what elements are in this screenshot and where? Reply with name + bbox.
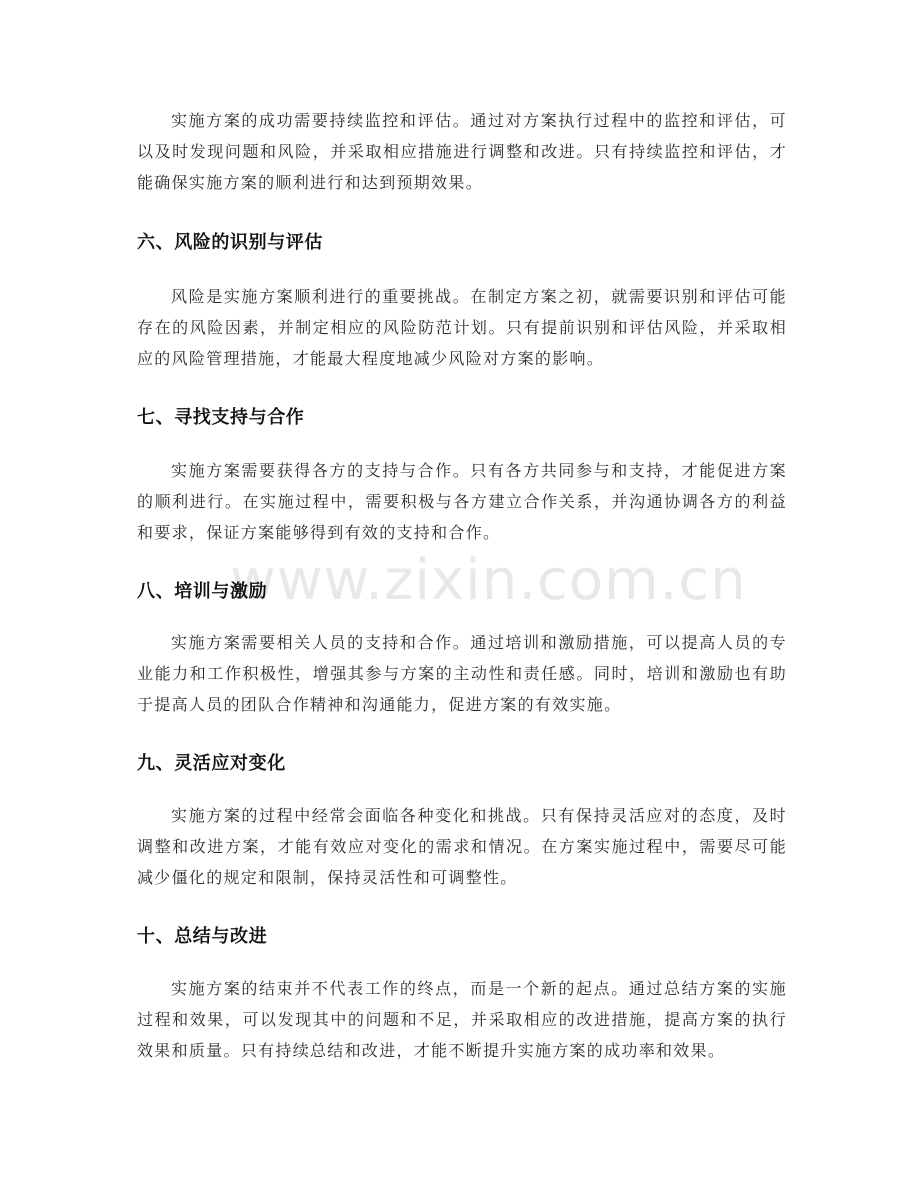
- intro-block: [137, 105, 787, 198]
- section-6-body-block: [137, 281, 787, 374]
- section-7-body-block: [137, 455, 787, 548]
- watermark-text: www.zixin.com.cn: [230, 548, 747, 613]
- section-9-body-block: [137, 800, 787, 893]
- section-6-heading-block: [137, 230, 787, 256]
- section-9-heading-block: [137, 751, 787, 777]
- section-heading: 十、总结与改进: [137, 926, 268, 947]
- section-paragraph: 实施方案的过程中经常会面临各种变化和挑战。只有保持灵活应对的态度，及时调整和改进方案，才能有效应对变化的需求和情况。在方案实施过程中，需要尽可能减少僵化的规定和限制，保持灵活性和可调整性。: [137, 806, 787, 887]
- section-heading: 八、培训与激励: [137, 581, 268, 602]
- section-heading: 六、风险的识别与评估: [137, 232, 323, 253]
- section-paragraph: 实施方案需要相关人员的支持和合作。通过培训和激励措施，可以提高人员的专业能力和工作积极性，增强其参与方案的主动性和责任感。同时，培训和激励也有助于提高人员的团队合作精神和沟通能力，促进方案的有效实施。: [137, 633, 787, 714]
- section-paragraph: 实施方案需要获得各方的支持与合作。只有各方共同参与和支持，才能促进方案的顺利进行。在实施过程中，需要积极与各方建立合作关系，并沟通协调各方的利益和要求，保证方案能够得到有效的支持和合作。: [137, 461, 787, 542]
- section-heading: 九、灵活应对变化: [137, 753, 286, 774]
- intro-paragraph: 实施方案的成功需要持续监控和评估。通过对方案执行过程中的监控和评估，可以及时发现问题和风险，并采取相应措施进行调整和改进。只有持续监控和评估，才能确保实施方案的顺利进行和达到预期效果。: [137, 111, 787, 192]
- section-8-heading-block: [137, 579, 787, 605]
- section-heading: 七、寻找支持与合作: [137, 407, 305, 428]
- section-7-heading-block: [137, 405, 787, 431]
- section-paragraph: 风险是实施方案顺利进行的重要挑战。在制定方案之初，就需要识别和评估可能存在的风险因素，并制定相应的风险防范计划。只有提前识别和评估风险，并采取相应的风险管理措施，才能最大程度地减少风险对方案的影响。: [137, 287, 787, 368]
- section-10-heading-block: [137, 924, 787, 950]
- section-10-body-block: [137, 973, 787, 1066]
- section-paragraph: 实施方案的结束并不代表工作的终点，而是一个新的起点。通过总结方案的实施过程和效果，可以发现其中的问题和不足，并采取相应的改进措施，提高方案的执行效果和质量。只有持续总结和改进，才能不断提升实施方案的成功率和效果。: [137, 979, 787, 1060]
- section-8-body-block: [137, 627, 787, 720]
